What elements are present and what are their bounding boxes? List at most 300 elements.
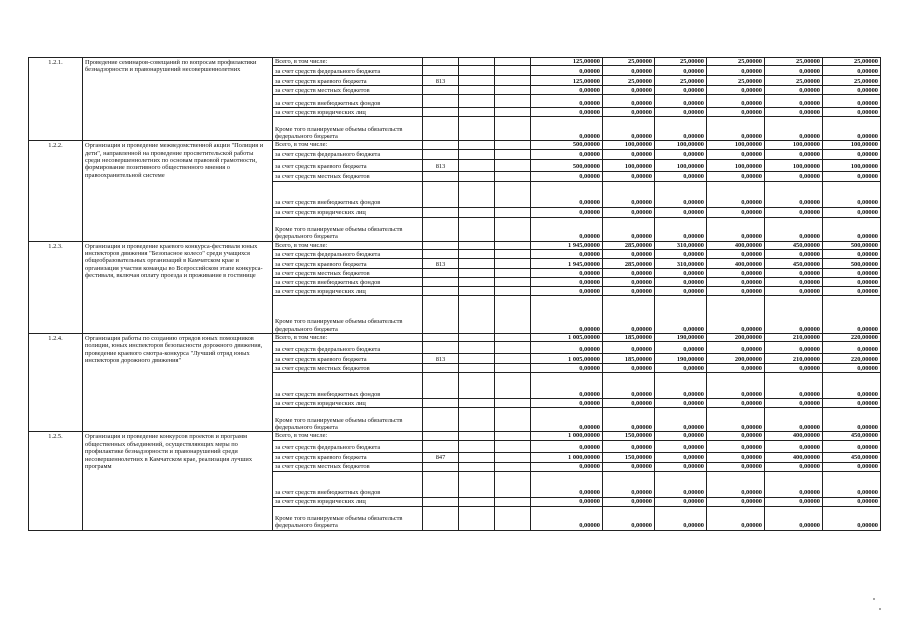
amount-cell: 125,00000	[531, 58, 603, 66]
grbs-code	[423, 149, 459, 159]
amount-cell: 0,00000	[531, 373, 603, 399]
grbs-code	[423, 58, 459, 66]
amount-cell: 0,00000	[531, 269, 603, 278]
amount-cell: 0,00000	[707, 66, 765, 76]
grbs-code: 813	[423, 159, 459, 171]
amount-cell: 285,00000	[603, 241, 655, 249]
funding-source-label: за счет средств федерального бюджета	[273, 66, 423, 76]
empty-cell	[495, 354, 531, 364]
grbs-code: 813	[423, 259, 459, 269]
empty-cell	[495, 408, 531, 432]
empty-cell	[495, 278, 531, 287]
amount-cell: 500,00000	[823, 259, 881, 269]
amount-cell: 0,00000	[655, 108, 707, 117]
amount-cell: 0,00000	[823, 149, 881, 159]
funding-source-label: Всего, в том числе:	[273, 58, 423, 66]
amount-cell: 0,00000	[531, 296, 603, 334]
amount-cell: 0,00000	[823, 207, 881, 217]
amount-cell: 25,00000	[655, 58, 707, 66]
grbs-code	[423, 471, 459, 497]
amount-cell: 0,00000	[531, 506, 603, 530]
amount-cell: 0,00000	[765, 171, 823, 181]
amount-cell: 0,00000	[531, 497, 603, 506]
amount-cell: 25,00000	[823, 76, 881, 86]
amount-cell: 0,00000	[765, 471, 823, 497]
amount-cell: 0,00000	[707, 364, 765, 373]
amount-cell: 0,00000	[707, 440, 765, 452]
amount-cell: 0,00000	[765, 278, 823, 287]
amount-cell: 0,00000	[707, 342, 765, 354]
amount-cell: 0,00000	[823, 296, 881, 334]
amount-cell: 100,00000	[707, 159, 765, 171]
empty-cell	[495, 108, 531, 117]
amount-cell: 0,00000	[707, 95, 765, 108]
amount-cell: 0,00000	[823, 269, 881, 278]
funding-source-label: за счет средств краевого бюджета	[273, 159, 423, 171]
amount-cell: 0,00000	[603, 506, 655, 530]
funding-source-label: Кроме того планируемые объемы обязательств федерального бюджета	[273, 117, 423, 141]
funding-source-label: за счет средств краевого бюджета	[273, 452, 423, 462]
amount-cell: 0,00000	[655, 149, 707, 159]
amount-cell: 0,00000	[603, 497, 655, 506]
amount-cell: 100,00000	[603, 159, 655, 171]
funding-source-label: за счет средств федерального бюджета	[273, 250, 423, 259]
grbs-code	[423, 373, 459, 399]
funding-source-label: Всего, в том числе:	[273, 141, 423, 149]
amount-cell: 0,00000	[765, 287, 823, 296]
empty-cell	[459, 287, 495, 296]
amount-cell: 190,00000	[655, 334, 707, 342]
amount-cell: 310,00000	[655, 259, 707, 269]
amount-cell: 0,00000	[531, 217, 603, 241]
amount-cell: 0,00000	[823, 471, 881, 497]
empty-cell	[459, 364, 495, 373]
empty-cell	[495, 432, 531, 440]
amount-cell: 0,00000	[531, 408, 603, 432]
amount-cell: 0,00000	[655, 373, 707, 399]
grbs-code	[423, 364, 459, 373]
amount-cell: 0,00000	[707, 399, 765, 408]
amount-cell: 0,00000	[765, 217, 823, 241]
empty-cell	[495, 269, 531, 278]
amount-cell: 0,00000	[603, 462, 655, 471]
amount-cell: 100,00000	[765, 141, 823, 149]
amount-cell: 0,00000	[531, 471, 603, 497]
amount-cell: 100,00000	[823, 141, 881, 149]
funding-source-label: за счет средств краевого бюджета	[273, 259, 423, 269]
grbs-code: 813	[423, 76, 459, 86]
empty-cell	[459, 506, 495, 530]
amount-cell: 0,00000	[707, 471, 765, 497]
funding-source-label: Кроме того планируемые объемы обязательств федерального бюджета	[273, 296, 423, 334]
grbs-code	[423, 250, 459, 259]
amount-cell: 0,00000	[707, 452, 765, 462]
amount-cell: 0,00000	[531, 117, 603, 141]
amount-cell: 0,00000	[765, 373, 823, 399]
scan-speck	[879, 608, 881, 610]
funding-source-label: за счет средств местных бюджетов	[273, 269, 423, 278]
grbs-code	[423, 408, 459, 432]
amount-cell: 0,00000	[655, 296, 707, 334]
amount-cell: 0,00000	[707, 506, 765, 530]
amount-cell: 0,00000	[765, 269, 823, 278]
funding-source-label: за счет средств юридических лиц	[273, 108, 423, 117]
grbs-code	[423, 141, 459, 149]
amount-cell: 0,00000	[823, 250, 881, 259]
amount-cell: 0,00000	[765, 364, 823, 373]
empty-cell	[495, 117, 531, 141]
empty-cell	[495, 66, 531, 76]
funding-source-label: Всего, в том числе:	[273, 432, 423, 440]
funding-source-label: за счет средств юридических лиц	[273, 287, 423, 296]
amount-cell: 0,00000	[765, 296, 823, 334]
empty-cell	[459, 259, 495, 269]
empty-cell	[459, 399, 495, 408]
amount-cell: 0,00000	[655, 462, 707, 471]
grbs-code	[423, 278, 459, 287]
amount-cell: 0,00000	[823, 95, 881, 108]
amount-cell: 220,00000	[823, 354, 881, 364]
amount-cell: 100,00000	[707, 141, 765, 149]
empty-cell	[495, 141, 531, 149]
funding-source-label: за счет средств внебюджетных фондов	[273, 278, 423, 287]
empty-cell	[495, 207, 531, 217]
amount-cell: 0,00000	[765, 408, 823, 432]
funding-source-label: за счет средств внебюджетных фондов	[273, 181, 423, 207]
table-row	[29, 241, 881, 249]
amount-cell: 0,00000	[655, 432, 707, 440]
amount-cell: 0,00000	[531, 399, 603, 408]
amount-cell: 25,00000	[707, 58, 765, 66]
grbs-code	[423, 269, 459, 278]
amount-cell: 310,00000	[655, 241, 707, 249]
amount-cell: 0,00000	[823, 373, 881, 399]
grbs-code	[423, 108, 459, 117]
amount-cell: 100,00000	[823, 159, 881, 171]
amount-cell: 0,00000	[823, 364, 881, 373]
amount-cell: 0,00000	[707, 217, 765, 241]
grbs-code	[423, 66, 459, 76]
amount-cell: 100,00000	[603, 141, 655, 149]
amount-cell: 25,00000	[603, 58, 655, 66]
grbs-code	[423, 217, 459, 241]
amount-cell: 0,00000	[603, 399, 655, 408]
amount-cell: 150,00000	[603, 452, 655, 462]
amount-cell: 0,00000	[603, 117, 655, 141]
item-code: 1.2.2.	[29, 141, 83, 241]
amount-cell: 200,00000	[707, 334, 765, 342]
empty-cell	[459, 241, 495, 249]
amount-cell: 210,00000	[765, 334, 823, 342]
amount-cell: 400,00000	[707, 241, 765, 249]
amount-cell: 220,00000	[823, 334, 881, 342]
amount-cell: 285,00000	[603, 259, 655, 269]
empty-cell	[459, 373, 495, 399]
empty-cell	[495, 334, 531, 342]
amount-cell: 0,00000	[603, 278, 655, 287]
amount-cell: 0,00000	[531, 278, 603, 287]
amount-cell: 200,00000	[707, 354, 765, 364]
grbs-code	[423, 296, 459, 334]
empty-cell	[495, 399, 531, 408]
amount-cell: 0,00000	[823, 342, 881, 354]
amount-cell: 25,00000	[765, 58, 823, 66]
item-title: Организация и проведение краевого конкурса-фестиваля юных инспекторов движения "Безопасное колесо" среди учащихся общеобразовательных организаций в Камчатском крае и организация участия команды во Всероссийском этапе конкурса-фестиваля, включая оплату проезда и проживание в гостинице	[83, 241, 273, 333]
amount-cell: 0,00000	[765, 86, 823, 95]
amount-cell: 0,00000	[603, 171, 655, 181]
grbs-code	[423, 207, 459, 217]
amount-cell: 0,00000	[603, 287, 655, 296]
grbs-code	[423, 506, 459, 530]
amount-cell: 0,00000	[655, 287, 707, 296]
empty-cell	[459, 76, 495, 86]
amount-cell: 0,00000	[603, 66, 655, 76]
grbs-code	[423, 462, 459, 471]
empty-cell	[495, 497, 531, 506]
amount-cell: 0,00000	[655, 207, 707, 217]
amount-cell: 0,00000	[531, 364, 603, 373]
amount-cell: 0,00000	[531, 287, 603, 296]
funding-source-label: за счет средств местных бюджетов	[273, 364, 423, 373]
amount-cell: 0,00000	[655, 66, 707, 76]
amount-cell: 185,00000	[603, 354, 655, 364]
amount-cell: 0,00000	[531, 66, 603, 76]
empty-cell	[495, 452, 531, 462]
amount-cell: 0,00000	[603, 342, 655, 354]
empty-cell	[495, 373, 531, 399]
amount-cell: 0,00000	[765, 497, 823, 506]
empty-cell	[495, 58, 531, 66]
amount-cell: 500,00000	[531, 159, 603, 171]
empty-cell	[459, 217, 495, 241]
amount-cell: 400,00000	[765, 452, 823, 462]
amount-cell: 0,00000	[707, 181, 765, 207]
amount-cell: 0,00000	[603, 149, 655, 159]
amount-cell: 0,00000	[655, 506, 707, 530]
grbs-code	[423, 181, 459, 207]
amount-cell: 0,00000	[823, 440, 881, 452]
empty-cell	[459, 296, 495, 334]
empty-cell	[495, 296, 531, 334]
amount-cell: 0,00000	[655, 86, 707, 95]
empty-cell	[495, 86, 531, 95]
grbs-code	[423, 440, 459, 452]
empty-cell	[459, 171, 495, 181]
grbs-code	[423, 497, 459, 506]
amount-cell: 0,00000	[823, 506, 881, 530]
amount-cell: 125,00000	[531, 76, 603, 86]
amount-cell: 100,00000	[765, 159, 823, 171]
table-row	[29, 141, 881, 149]
grbs-code	[423, 95, 459, 108]
amount-cell: 0,00000	[707, 171, 765, 181]
amount-cell: 400,00000	[707, 259, 765, 269]
item-code: 1.2.5.	[29, 432, 83, 530]
amount-cell: 0,00000	[655, 440, 707, 452]
grbs-code: 847	[423, 452, 459, 462]
empty-cell	[495, 440, 531, 452]
amount-cell: 0,00000	[765, 462, 823, 471]
funding-source-label: за счет средств юридических лиц	[273, 497, 423, 506]
amount-cell: 0,00000	[707, 117, 765, 141]
funding-source-label: за счет средств краевого бюджета	[273, 76, 423, 86]
amount-cell: 0,00000	[707, 149, 765, 159]
amount-cell: 25,00000	[707, 76, 765, 86]
amount-cell: 0,00000	[707, 287, 765, 296]
funding-source-label: за счет средств краевого бюджета	[273, 354, 423, 364]
amount-cell: 450,00000	[765, 259, 823, 269]
amount-cell: 0,00000	[603, 181, 655, 207]
amount-cell: 0,00000	[655, 471, 707, 497]
table-row	[29, 58, 881, 66]
amount-cell: 0,00000	[707, 296, 765, 334]
amount-cell: 0,00000	[707, 86, 765, 95]
amount-cell: 25,00000	[655, 76, 707, 86]
grbs-code	[423, 334, 459, 342]
amount-cell: 0,00000	[823, 86, 881, 95]
amount-cell: 0,00000	[823, 399, 881, 408]
amount-cell: 0,00000	[655, 278, 707, 287]
empty-cell	[495, 149, 531, 159]
amount-cell: 0,00000	[823, 171, 881, 181]
empty-cell	[459, 149, 495, 159]
empty-cell	[495, 342, 531, 354]
amount-cell: 1 000,00000	[531, 452, 603, 462]
empty-cell	[459, 462, 495, 471]
empty-cell	[495, 506, 531, 530]
empty-cell	[495, 287, 531, 296]
empty-cell	[495, 462, 531, 471]
amount-cell: 0,00000	[531, 250, 603, 259]
amount-cell: 0,00000	[603, 269, 655, 278]
amount-cell: 0,00000	[603, 207, 655, 217]
amount-cell: 0,00000	[765, 250, 823, 259]
amount-cell: 150,00000	[603, 432, 655, 440]
amount-cell: 25,00000	[823, 58, 881, 66]
grbs-code	[423, 171, 459, 181]
amount-cell: 0,00000	[707, 497, 765, 506]
amount-cell: 0,00000	[655, 171, 707, 181]
grbs-code	[423, 287, 459, 296]
amount-cell: 450,00000	[765, 241, 823, 249]
empty-cell	[459, 432, 495, 440]
amount-cell: 0,00000	[823, 181, 881, 207]
funding-source-label: Всего, в том числе:	[273, 241, 423, 249]
amount-cell: 0,00000	[603, 373, 655, 399]
empty-cell	[459, 334, 495, 342]
amount-cell: 0,00000	[603, 250, 655, 259]
empty-cell	[495, 76, 531, 86]
grbs-code	[423, 342, 459, 354]
funding-source-label: за счет средств юридических лиц	[273, 207, 423, 217]
amount-cell: 0,00000	[531, 108, 603, 117]
amount-cell: 0,00000	[765, 181, 823, 207]
amount-cell: 0,00000	[603, 217, 655, 241]
grbs-code: 813	[423, 354, 459, 364]
amount-cell: 0,00000	[707, 462, 765, 471]
grbs-code	[423, 399, 459, 408]
amount-cell: 25,00000	[603, 76, 655, 86]
amount-cell: 0,00000	[823, 117, 881, 141]
amount-cell: 450,00000	[823, 452, 881, 462]
amount-cell: 450,00000	[823, 432, 881, 440]
amount-cell: 1 000,00000	[531, 432, 603, 440]
empty-cell	[459, 452, 495, 462]
empty-cell	[459, 95, 495, 108]
amount-cell: 0,00000	[603, 108, 655, 117]
amount-cell: 0,00000	[765, 207, 823, 217]
scan-speck	[873, 598, 875, 600]
amount-cell: 0,00000	[765, 117, 823, 141]
empty-cell	[459, 408, 495, 432]
amount-cell: 0,00000	[531, 181, 603, 207]
item-code: 1.2.4.	[29, 334, 83, 432]
empty-cell	[495, 159, 531, 171]
amount-cell: 0,00000	[655, 181, 707, 207]
empty-cell	[459, 159, 495, 171]
amount-cell: 0,00000	[603, 95, 655, 108]
amount-cell: 0,00000	[531, 149, 603, 159]
amount-cell: 1 005,00000	[531, 354, 603, 364]
amount-cell: 500,00000	[823, 241, 881, 249]
amount-cell: 0,00000	[823, 287, 881, 296]
funding-source-label: Кроме того планируемые объемы обязательств федерального бюджета	[273, 217, 423, 241]
amount-cell: 0,00000	[655, 408, 707, 432]
empty-cell	[459, 497, 495, 506]
amount-cell: 0,00000	[655, 117, 707, 141]
funding-source-label: за счет средств внебюджетных фондов	[273, 95, 423, 108]
amount-cell: 0,00000	[765, 66, 823, 76]
amount-cell: 0,00000	[765, 440, 823, 452]
item-title: Организация и проведение межведомственной акции "Полиция и дети", направленной на проведение просветительской работы среди несовершеннолетних по основам правовой грамотности, формирование позитивного общественного мнения о правоохранительной системе	[83, 141, 273, 241]
amount-cell: 0,00000	[707, 250, 765, 259]
empty-cell	[459, 342, 495, 354]
amount-cell: 100,00000	[655, 141, 707, 149]
empty-cell	[459, 86, 495, 95]
table-row	[29, 334, 881, 342]
amount-cell: 0,00000	[655, 95, 707, 108]
amount-cell: 400,00000	[765, 432, 823, 440]
empty-cell	[495, 250, 531, 259]
empty-cell	[495, 217, 531, 241]
empty-cell	[495, 364, 531, 373]
grbs-code	[423, 432, 459, 440]
amount-cell: 190,00000	[655, 354, 707, 364]
grbs-code	[423, 86, 459, 95]
amount-cell: 0,00000	[655, 269, 707, 278]
empty-cell	[459, 181, 495, 207]
empty-cell	[459, 141, 495, 149]
empty-cell	[495, 259, 531, 269]
amount-cell: 0,00000	[823, 66, 881, 76]
empty-cell	[459, 250, 495, 259]
item-code: 1.2.1.	[29, 58, 83, 141]
amount-cell: 0,00000	[603, 440, 655, 452]
amount-cell: 0,00000	[823, 108, 881, 117]
funding-source-label: за счет средств внебюджетных фондов	[273, 373, 423, 399]
amount-cell: 0,00000	[707, 432, 765, 440]
empty-cell	[495, 241, 531, 249]
amount-cell: 0,00000	[823, 497, 881, 506]
funding-source-label: за счет средств федерального бюджета	[273, 149, 423, 159]
amount-cell: 0,00000	[823, 278, 881, 287]
amount-cell: 0,00000	[531, 171, 603, 181]
funding-source-label: за счет средств федерального бюджета	[273, 342, 423, 354]
funding-source-label: Всего, в том числе:	[273, 334, 423, 342]
amount-cell: 0,00000	[531, 440, 603, 452]
amount-cell: 0,00000	[603, 296, 655, 334]
amount-cell: 0,00000	[823, 408, 881, 432]
